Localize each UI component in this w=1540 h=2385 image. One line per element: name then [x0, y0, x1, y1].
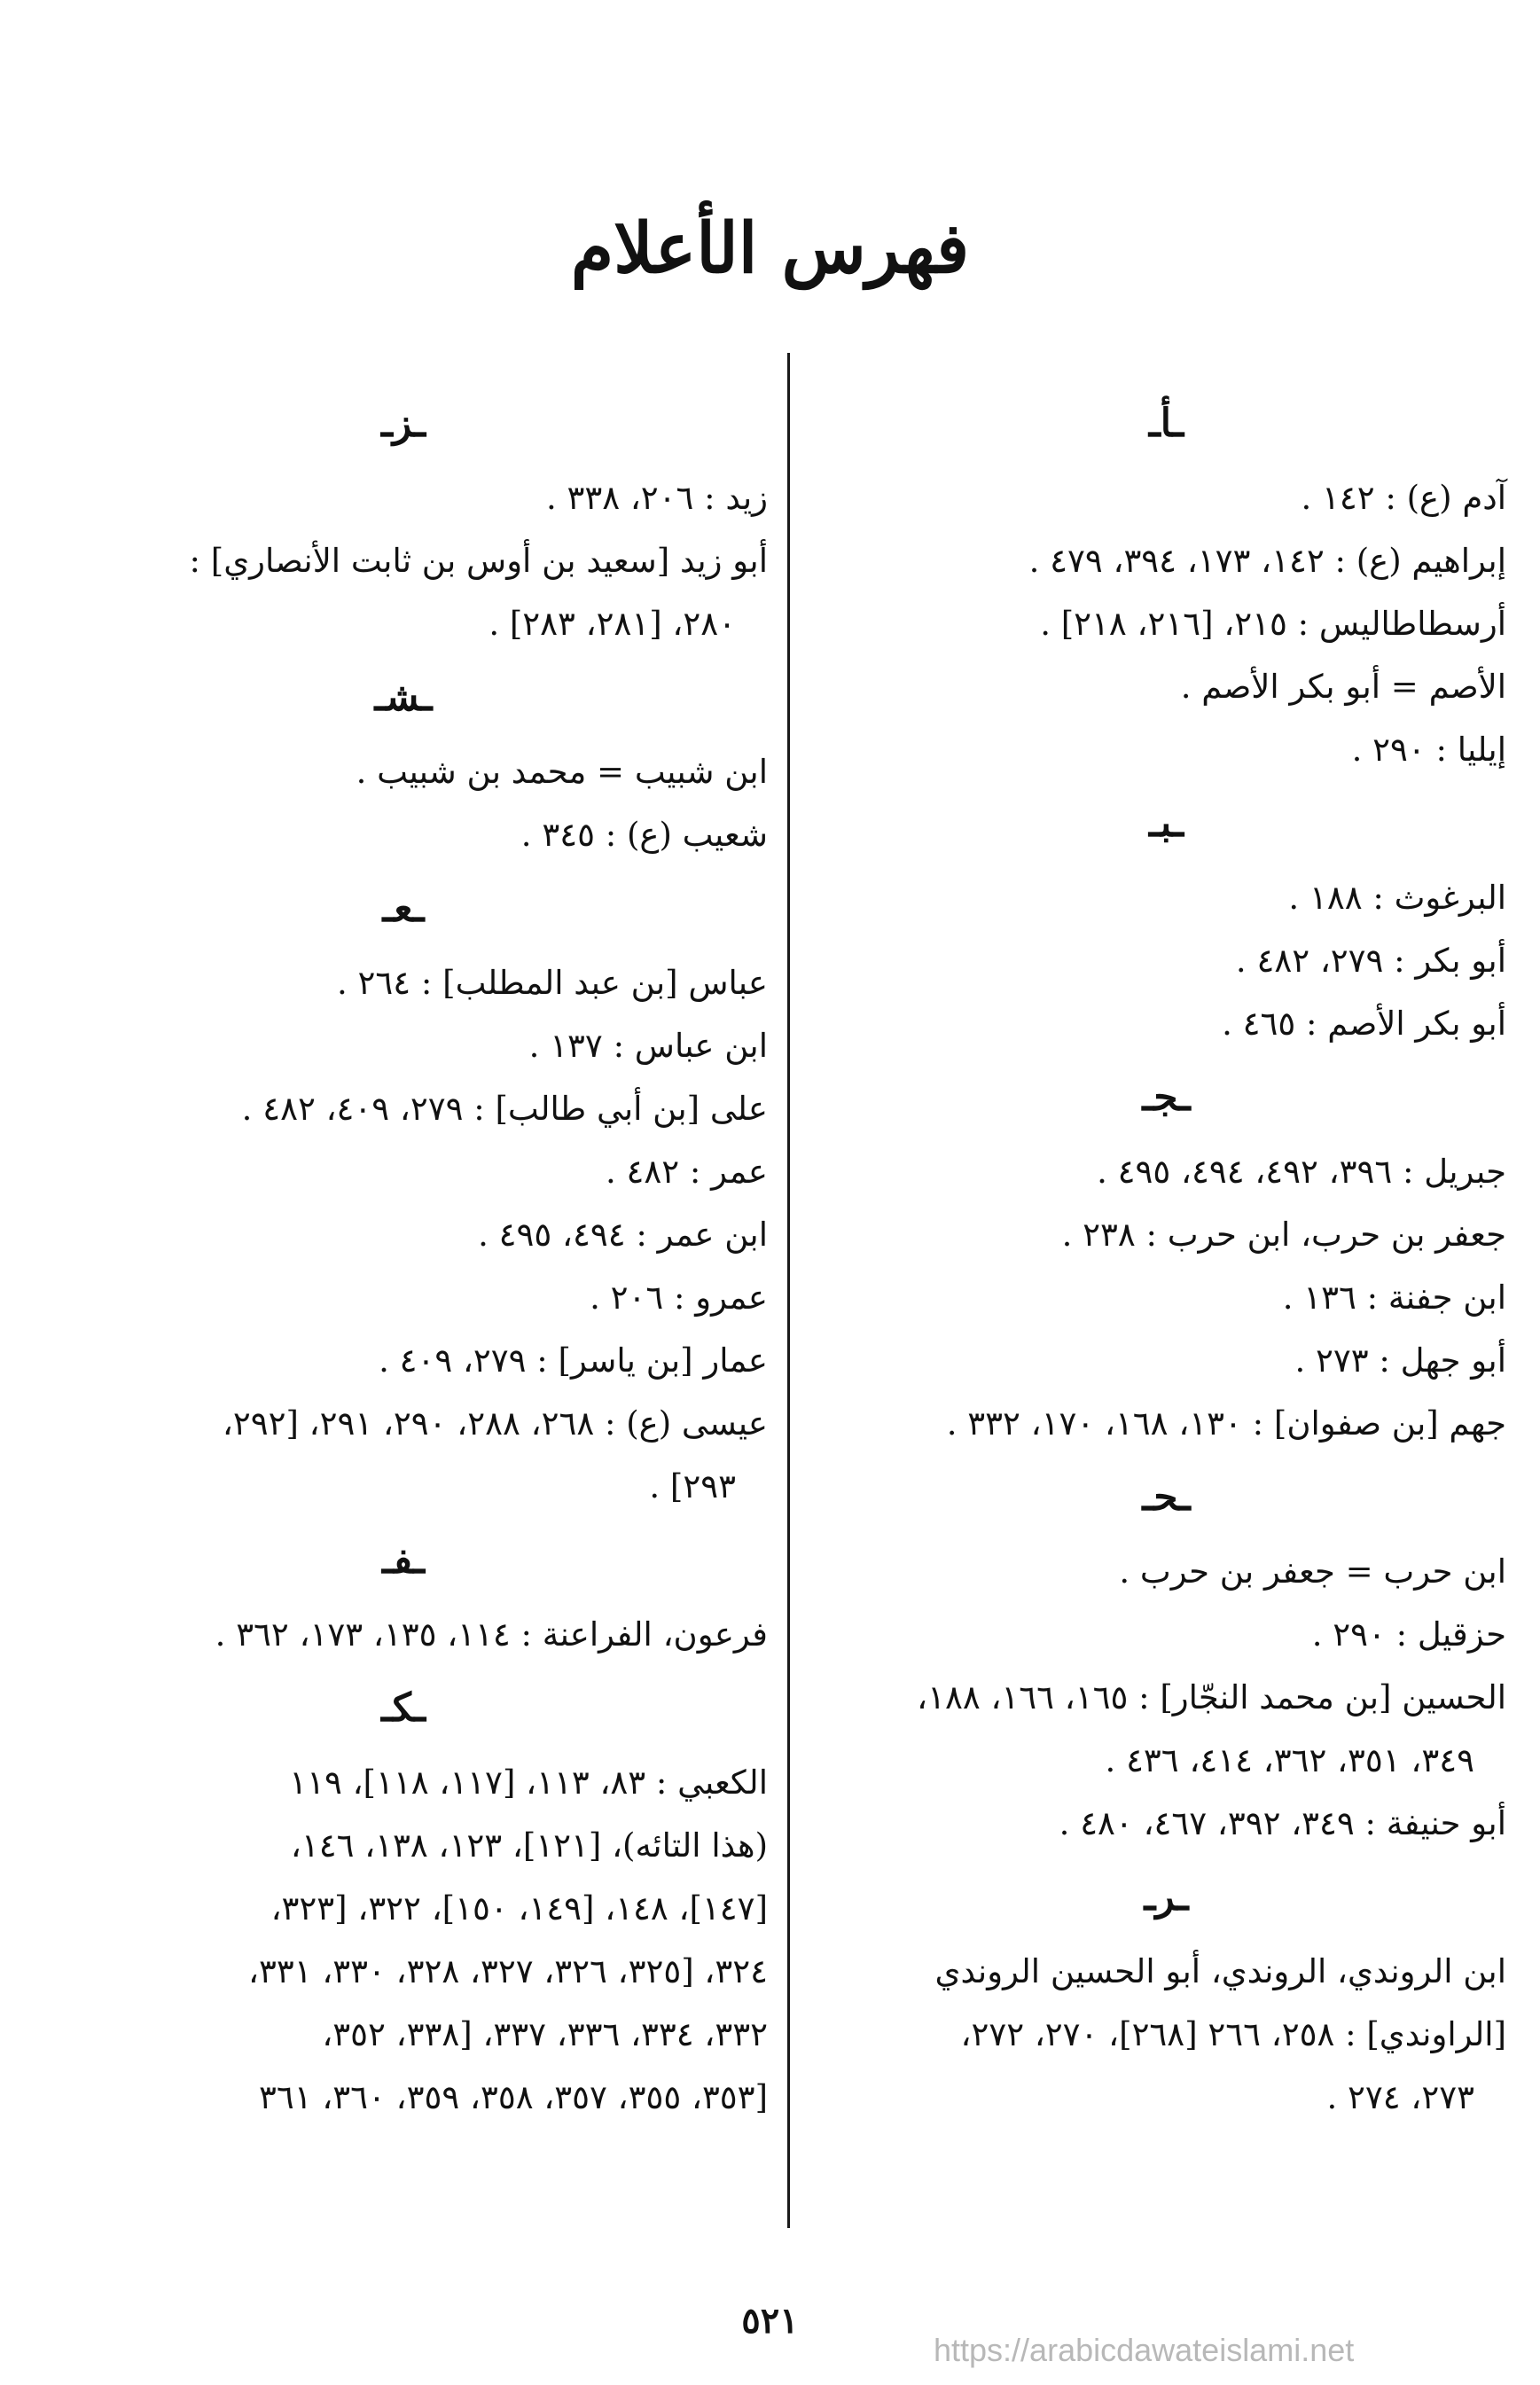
index-entry: ابن الروندي، الروندي، أبو الحسين الروندي — [934, 1952, 1506, 1990]
index-entry: ابن حرب = جعفر بن حرب . — [1119, 1552, 1506, 1591]
index-entry: جعفر بن حرب، ابن حرب : ٢٣٨ . — [1061, 1216, 1506, 1254]
index-section — [35, 1518, 771, 1666]
section-letter: ـشـ — [374, 675, 433, 720]
index-entry-continuation: ٣٤٩، ٣٥١، ٣٦٢، ٤١٤، ٤٣٦ . — [1105, 1741, 1474, 1779]
index-entry: زيد : ٢٠٦، ٣٣٨ . — [545, 479, 768, 517]
section-letter: ـفـ — [381, 1537, 426, 1583]
index-entry: الحسين [بن محمد النجّار] : ١٦٥، ١٦٦، ١٨٨، — [917, 1678, 1506, 1716]
index-section — [35, 655, 771, 866]
index-entry-continuation: [١٤٧]، ١٤٨، [١٤٩، ١٥٠]، ٣٢٢، [٣٢٣، — [270, 1889, 768, 1928]
index-entry: إيليا : ٢٩٠ . — [1351, 731, 1506, 769]
index-entry: آدم (ع) : ١٤٢ . — [1301, 479, 1506, 517]
page-number: ٥٢١ — [741, 2300, 799, 2342]
index-entry: على [بن أبي طالب] : ٢٧٩، ٤٠٩، ٤٨٢ . — [241, 1090, 768, 1128]
index-section — [35, 1666, 771, 2129]
index-entry: أبو بكر الأصم : ٤٦٥ . — [1222, 1005, 1506, 1043]
index-section — [823, 1055, 1510, 1455]
right-column — [823, 381, 1510, 2129]
index-section — [823, 1855, 1510, 2129]
index-entry-continuation: [الراوندي] : ٢٥٨، ٢٦٦ [٢٦٨]، ٢٧٠، ٢٧٢، — [960, 2015, 1506, 2053]
index-entry: عباس [بن عبد المطلب] : ٢٦٤ . — [337, 964, 768, 1002]
section-letter: ـرـ — [1144, 1874, 1189, 1920]
index-entry-continuation: [٣٥٣، ٣٥٥، ٣٥٧، ٣٥٨، ٣٥٩، ٣٦٠، ٣٦١ — [258, 2078, 768, 2116]
index-section — [35, 866, 771, 1518]
watermark-url: https://arabicdawateislami.net — [934, 2332, 1355, 2368]
index-entry: إبراهيم (ع) : ١٤٢، ١٧٣، ٣٩٤، ٤٧٩ . — [1028, 542, 1506, 580]
section-letter: ـبـ — [1148, 801, 1184, 846]
index-entry-continuation: ٢٨٠، [٢٨١، ٢٨٣] . — [489, 605, 736, 643]
index-entry-continuation: ٣٢٤، [٣٢٥، ٣٢٦، ٣٢٧، ٣٢٨، ٣٣٠، ٣٣١، — [248, 1952, 768, 1990]
index-entry: أرسطاطاليس : ٢١٥، [٢١٦، ٢١٨] . — [1040, 605, 1506, 643]
index-entry: عمار [بن ياسر] : ٢٧٩، ٤٠٩ . — [379, 1341, 768, 1380]
left-column — [35, 381, 771, 2129]
index-entry: عمرو : ٢٠٦ . — [590, 1279, 768, 1317]
index-entry: جهم [بن صفوان] : ١٣٠، ١٦٨، ١٧٠، ٣٣٢ . — [946, 1404, 1506, 1443]
index-entry: أبو زيد [سعيد بن أوس بن ثابت الأنصاري] : — [189, 542, 768, 580]
index-section — [35, 381, 771, 655]
index-entry: البرغوث : ١٨٨ . — [1288, 879, 1506, 917]
index-entry: شعيب (ع) : ٣٤٥ . — [520, 816, 768, 854]
index-entry: ابن عمر : ٤٩٤، ٤٩٥ . — [478, 1216, 768, 1254]
section-letter: ـحـ — [1142, 1474, 1191, 1520]
index-section — [823, 781, 1510, 1055]
page-title: فهرس الأعلام — [570, 208, 970, 289]
index-entry-continuation: ٣٣٢، ٣٣٤، ٣٣٦، ٣٣٧، [٣٣٨، ٣٥٢، — [322, 2015, 768, 2053]
index-entry: فرعون، الفراعنة : ١١٤، ١٣٥، ١٧٣، ٣٦٢ . — [215, 1615, 768, 1654]
index-entry: ابن عباس : ١٣٧ . — [528, 1027, 768, 1065]
index-entry-continuation: ٢٩٣] . — [649, 1467, 736, 1505]
index-entry: ابن جفنة : ١٣٦ . — [1282, 1279, 1506, 1317]
index-entry: عمر : ٤٨٢ . — [605, 1153, 768, 1191]
index-entry-continuation: ٢٧٣، ٢٧٤ . — [1326, 2078, 1474, 2116]
index-entry: أبو حنيفة : ٣٤٩، ٣٩٢، ٤٦٧، ٤٨٠ . — [1059, 1804, 1506, 1842]
column-divider — [787, 353, 790, 2228]
index-section — [823, 1455, 1510, 1855]
index-entry: عيسى (ع) : ٢٦٨، ٢٨٨، ٢٩٠، ٢٩١، [٢٩٢، — [222, 1404, 768, 1443]
index-entry-continuation: (هذا التائه)، [١٢١]، ١٢٣، ١٣٨، ١٤٦، — [290, 1826, 768, 1865]
section-letter: ـجـ — [1142, 1075, 1191, 1120]
section-letter: ـعـ — [382, 886, 425, 931]
index-entry: جبريل : ٣٩٦، ٤٩٢، ٤٩٤، ٤٩٥ . — [1097, 1153, 1506, 1191]
index-entry: حزقيل : ٢٩٠ . — [1311, 1615, 1506, 1654]
section-letter: ـكـ — [380, 1685, 426, 1731]
index-entry: ابن شبيب = محمد بن شبيب . — [356, 753, 768, 791]
section-letter: ـزـ — [380, 401, 426, 446]
index-entry: أبو بكر : ٢٧٩، ٤٨٢ . — [1235, 942, 1506, 980]
index-entry: الكعبي : ٨٣، ١١٣، [١١٧، ١١٨]، ١١٩ — [289, 1763, 768, 1802]
index-entry: الأصم = أبو بكر الأصم . — [1180, 668, 1506, 706]
section-letter: ـأـ — [1148, 401, 1184, 446]
index-entry: أبو جهل : ٢٧٣ . — [1294, 1341, 1506, 1380]
index-section — [823, 381, 1510, 781]
